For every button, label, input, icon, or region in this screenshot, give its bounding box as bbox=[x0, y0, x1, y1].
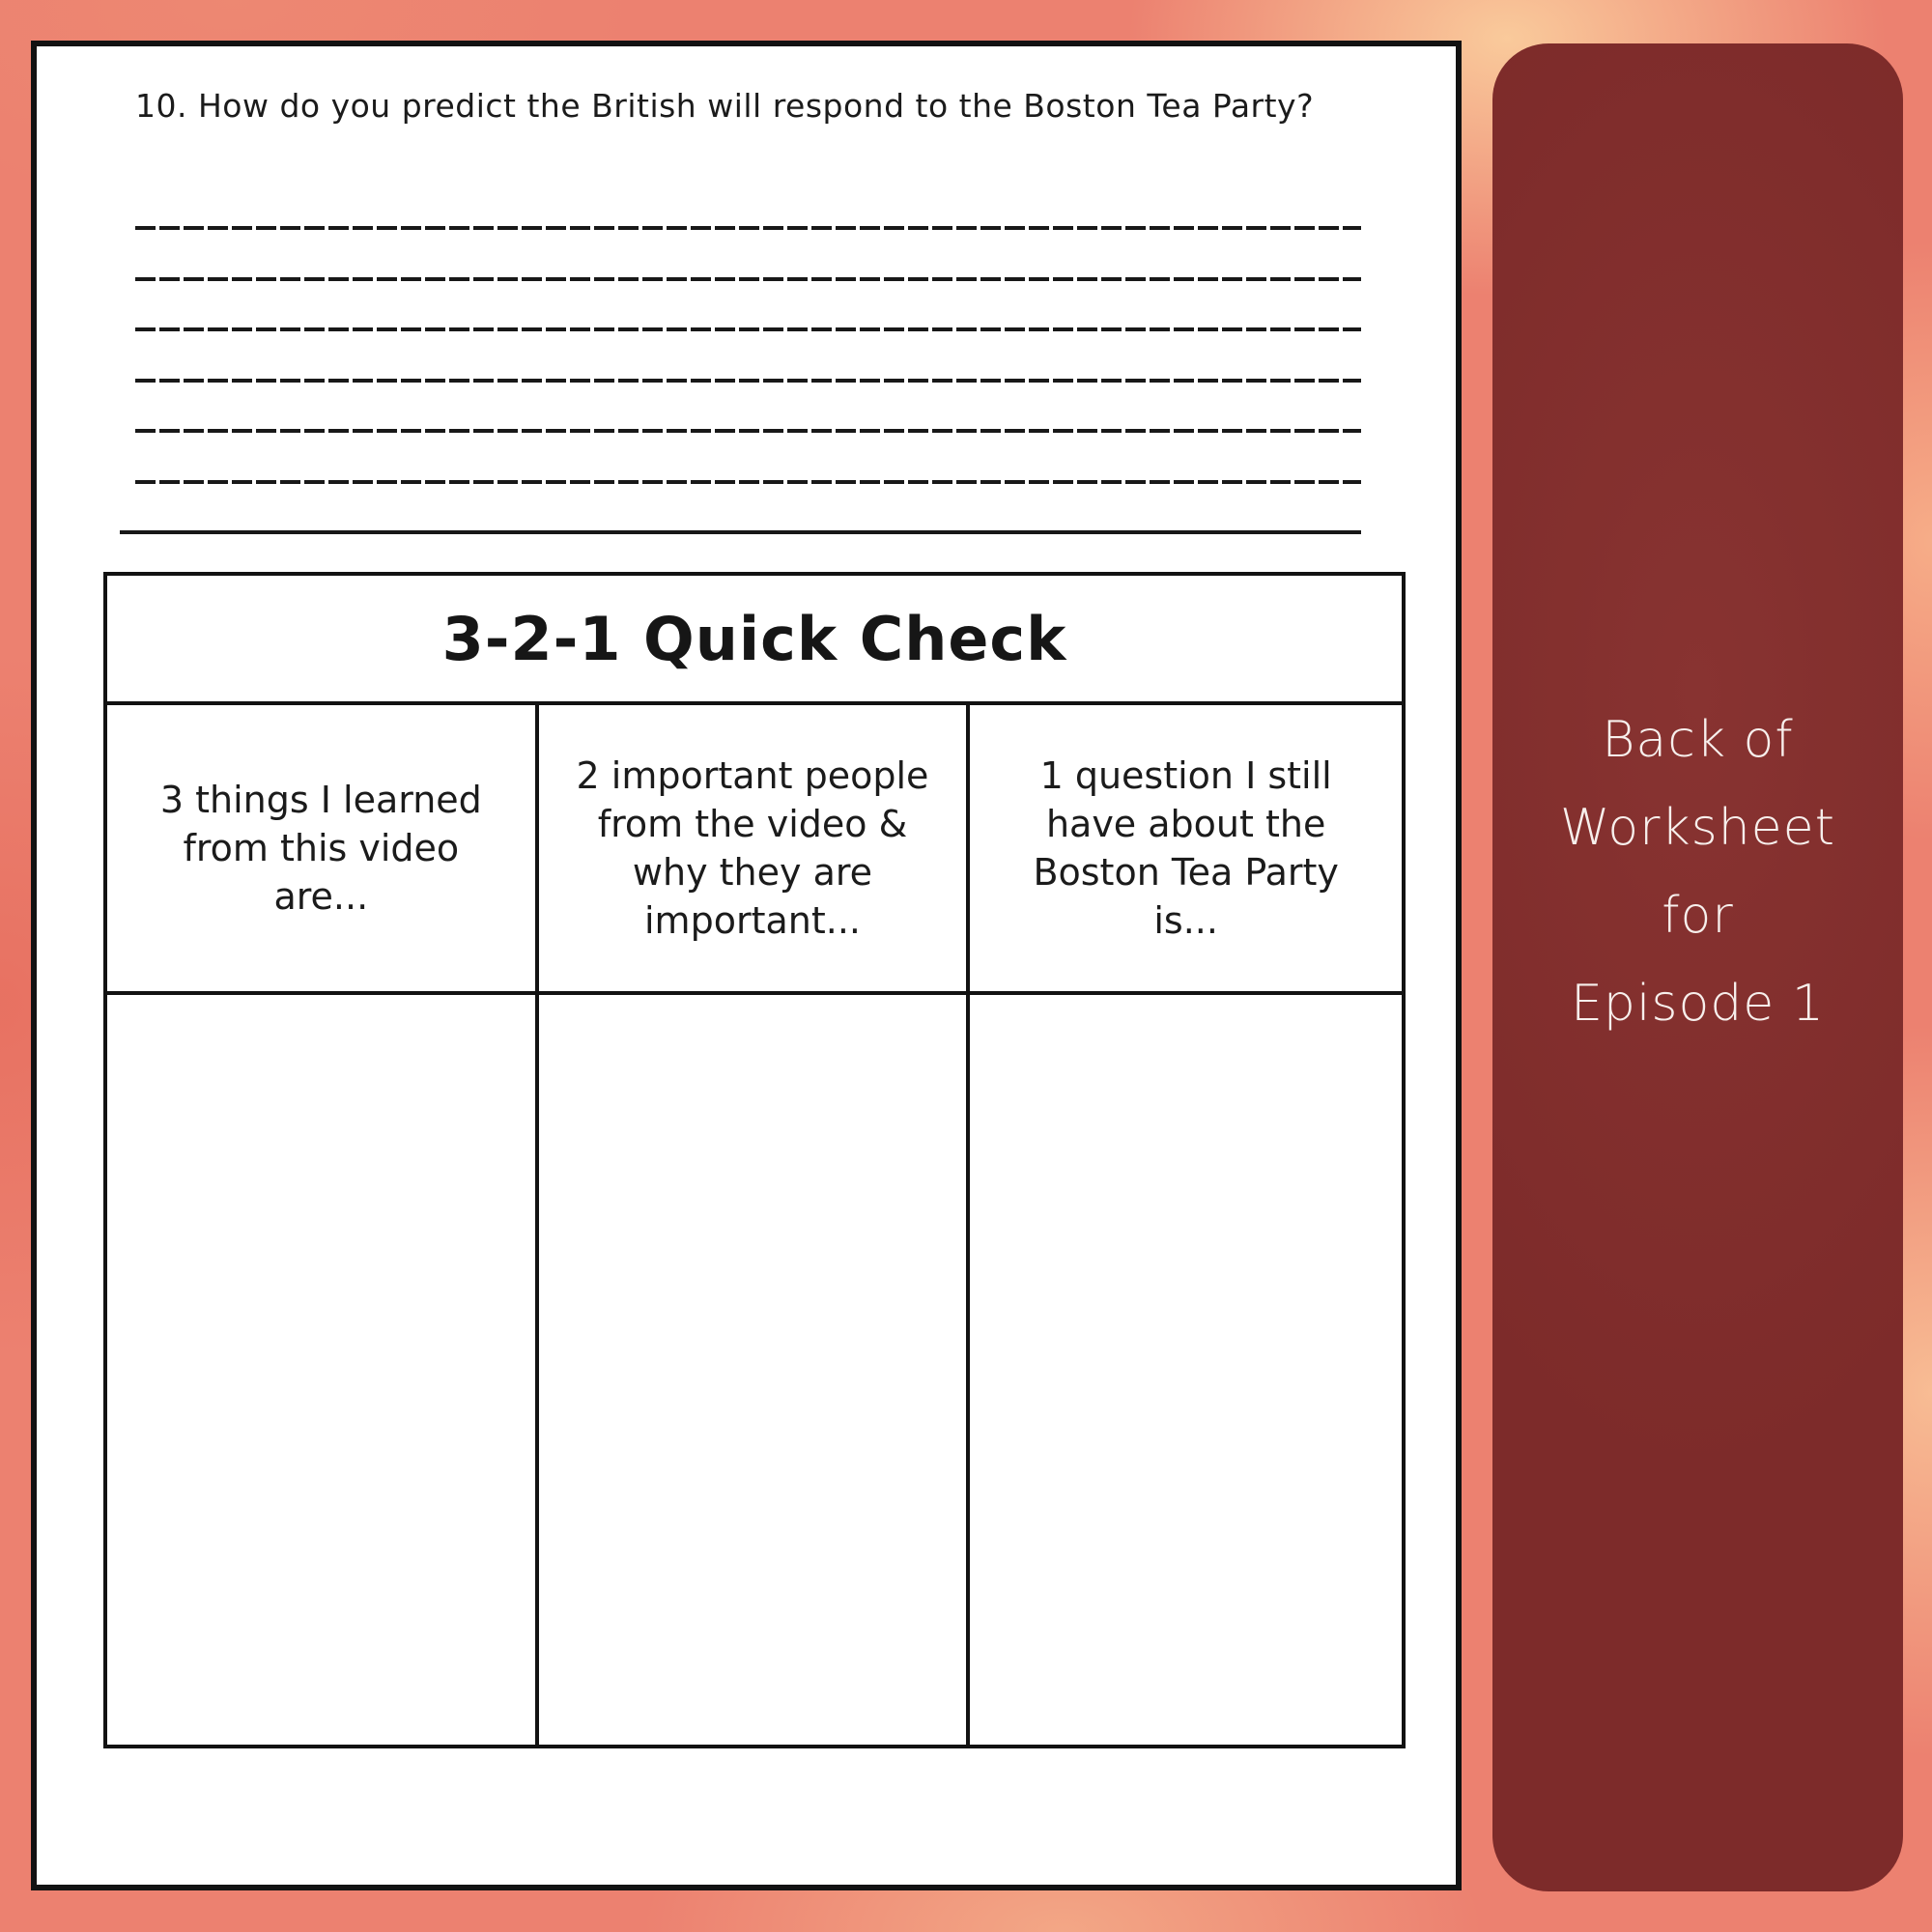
side-label-panel bbox=[1492, 43, 1903, 1891]
side-label-line: Back of bbox=[1602, 711, 1794, 769]
side-label-line: Episode 1 bbox=[1571, 975, 1825, 1033]
side-label-text bbox=[1492, 43, 1903, 1048]
answer-line bbox=[135, 327, 1361, 331]
answer-line bbox=[135, 379, 1361, 383]
side-label-line: Worksheet bbox=[1559, 799, 1836, 857]
quick-check-title: 3-2-1 Quick Check bbox=[107, 576, 1402, 705]
answer-cell-3-things bbox=[107, 995, 539, 1745]
answer-cell-1-question bbox=[970, 995, 1402, 1745]
worksheet-page bbox=[31, 41, 1462, 1890]
column-header-1-question: 1 question I still have about the Boston Tea Party is... bbox=[970, 705, 1402, 995]
answer-line bbox=[120, 530, 1361, 534]
column-header-3-things: 3 things I learned from this video are... bbox=[107, 705, 539, 995]
quick-check-table bbox=[103, 572, 1406, 1748]
answer-line bbox=[135, 226, 1361, 230]
answer-line bbox=[135, 429, 1361, 433]
question-10-text: 10. How do you predict the British will respond to the Boston Tea Party? bbox=[135, 87, 1315, 125]
column-header-2-people: 2 important people from the video & why they are important... bbox=[539, 705, 971, 995]
answer-line bbox=[135, 277, 1361, 281]
answer-line bbox=[135, 480, 1361, 484]
answer-cell-2-people bbox=[539, 995, 971, 1745]
side-label-line: for bbox=[1662, 887, 1734, 945]
